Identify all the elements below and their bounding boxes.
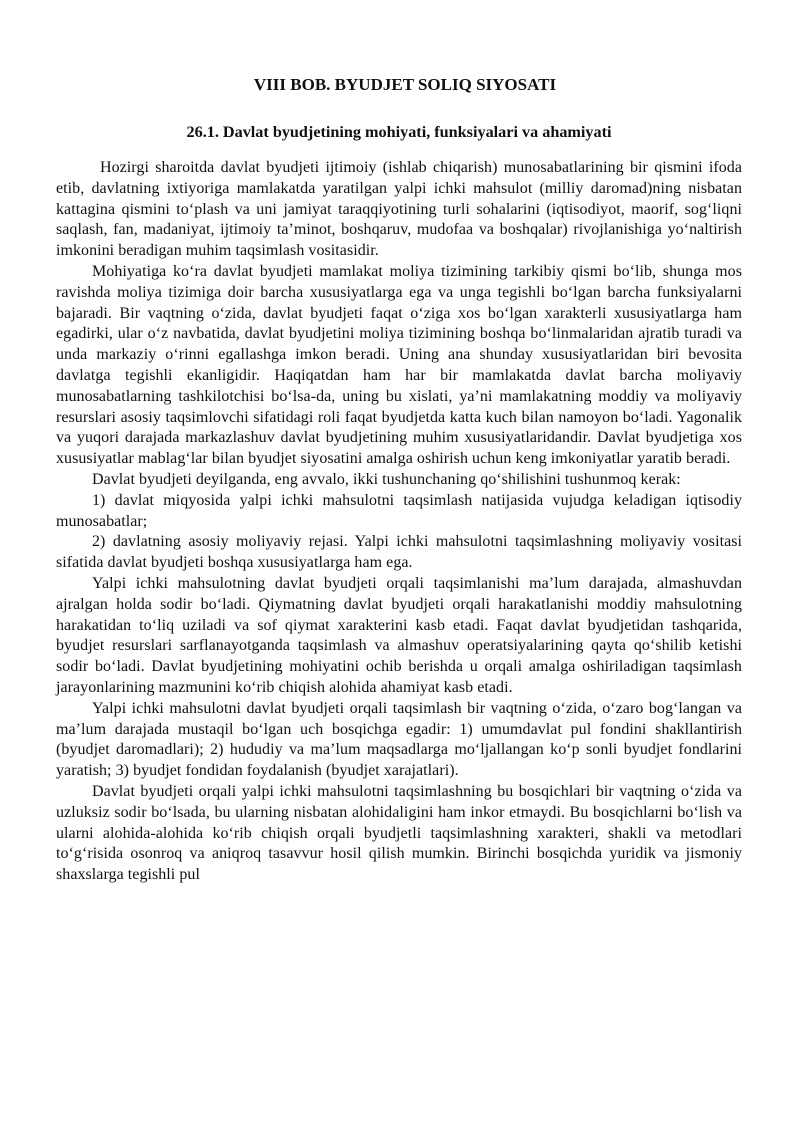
section-title: 26.1. Davlat byudjetining mohiyati, funksiyalari va ahamiyati bbox=[186, 123, 612, 141]
paragraph: Hozirgi sharoitda davlat byudjeti ijtimoiy (ishlab chiqarish) munosabatlarining bir qismini ifoda etib, davlatning ixtiyoriga mamlakatda yaratilgan yalpi ichki mahsulot (milliy daromad)ning nisbatan kattagina qismini to‘plash va uni jamiyat taraqqiyotining turli sohalarini (iqtisodiyot, maorif, sog‘liqni saqlash, fan, madaniyat, ijtimoiy ta’minot, boshqaruv, mudofaa va boshqalar) rivojlanishiga yo‘naltirish imkonini beradigan muhim taqsimlash vositasidir. bbox=[56, 159, 742, 260]
list-item: 1) davlat miqyosida yalpi ichki mahsulotni taqsimlash natijasida vujudga keladigan iqtisodiy munosabatlar; bbox=[56, 491, 742, 530]
paragraph: Yalpi ichki mahsulotni davlat byudjeti orqali taqsimlash bir vaqtning o‘zida, o‘zaro bog‘langan va ma’lum darajada mustaqil bo‘lgan uch bosqichga egadir: 1) umumdavlat pul fondini shakllantirish (byudjet daromadlari); 2) hududiy va ma’lum maqsadlarga mo‘ljallangan ko‘p sonli byudjet fondlarini yaratish; 3) byudjet fondidan foydalanish (byudjet xarajatlari). bbox=[56, 699, 742, 780]
document-page bbox=[56, 72, 742, 886]
chapter-title: VIII BOB. BYUDJET SOLIQ SIYOSATI bbox=[253, 75, 557, 94]
paragraph: Davlat byudjeti deyilganda, eng avvalo, ikki tushunchaning qo‘shilishini tushunmoq kerak: bbox=[92, 470, 681, 488]
paragraph: Yalpi ichki mahsulotning davlat byudjeti orqali taqsimlanishi ma’lum darajada, almashuvdan ajralgan holda sodir bo‘ladi. Qiymatning davlat byudjeti orqali harakatlanishi moddiy mahsulotning harakatidan to‘liq uziladi va sof qiymat xarakterini kasb etadi. Faqat davlat byudjetidan tashqarida, byudjet resurslari sarflanayotganda taqsimlash va almashuv operatsiyalarining qayta qo‘shilib ketishi sodir bo‘ladi. Davlat byudjetining mohiyatini ochib berishda u orqali amalga oshiriladigan taqsimlash jarayonlarining mazmunini ko‘rib chiqish alohida ahamiyat kasb etadi. bbox=[56, 574, 742, 696]
list-item: 2) davlatning asosiy moliyaviy rejasi. Yalpi ichki mahsulotni taqsimlashning moliyaviy vositasi sifatida davlat byudjeti boshqa xususiyatlarga ham ega. bbox=[56, 533, 742, 572]
paragraph: Mohiyatiga ko‘ra davlat byudjeti mamlakat moliya tizimining tarkibiy qismi bo‘lib, shunga mos ravishda moliya tizimiga doir barcha xususiyatlarga ega va unga tegishli bo‘lgan barcha funksiyalarni bajaradi. Bir vaqtning o‘zida, davlat byudjeti faqat o‘ziga xos bo‘lgan xarakterli xususiyatlarga ham egadirki, ular o‘z navbatida, davlat byudjetini moliya tizimining boshqa bo‘linmalaridan ajratib turadi va unda markaziy o‘rinni egallashga imkon beradi. Uning ana shunday xususiyatlaridan biri bevosita davlatga tegishli ekanligidir. Haqiqatdan ham har bir mamlakatda davlat barcha moliyaviy munosabatlarning tashkilotchisi bo‘lsa-da, uning bu xislati, ya’ni mamlakatning moddiy va moliyaviy resurslari asosiy taqsimlovchi sifatidagi roli faqat byudjetda katta kuch bilan namoyon bo‘ladi. Yagonalik va yuqori darajada markazlashuv davlat byudjetining muhim xususiyatlaridandir. Davlat byudjetiga xos xususiyatlar mablag‘lar bilan byudjet siyosatini amalga oshirish uchun keng imkoniyatlar yaratib beradi. bbox=[56, 262, 742, 468]
paragraph: Davlat byudjeti orqali yalpi ichki mahsulotni taqsimlashning bu bosqichlari bir vaqtning o‘zida va uzluksiz sodir bo‘lsada, bu ularning nisbatan alohidaligini ham inkor etmaydi. Bu bosqichlarni bo‘lish va ularni alohida-alohida ko‘rib chiqish orqali byudjetli taqsimlashning xarakteri, shakli va metodlari to‘g‘risida osonroq va aniqroq tasavvur hosil qilish mumkin. Birinchi bosqichda yuridik va jismoniy shaxslarga tegishli pul bbox=[56, 782, 742, 884]
